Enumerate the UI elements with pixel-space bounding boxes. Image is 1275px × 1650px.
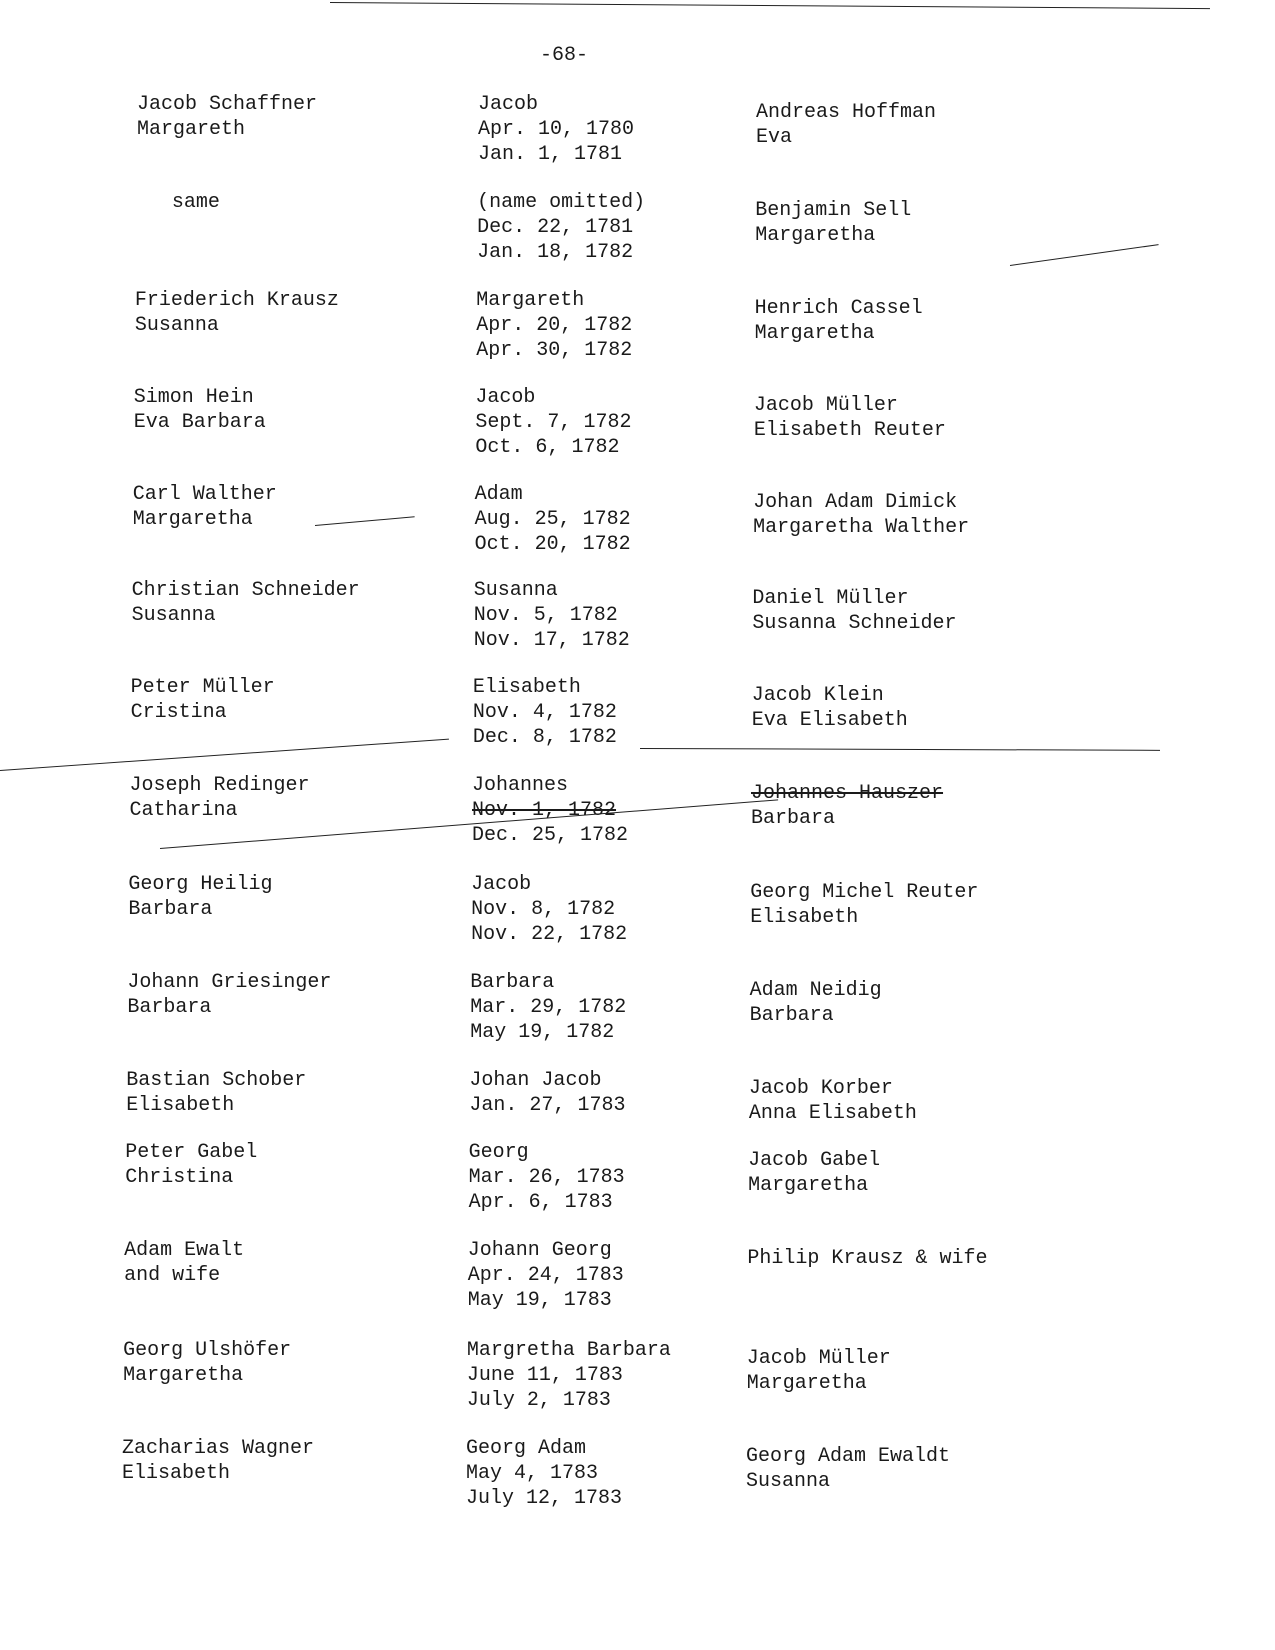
child-line: Jan. 27, 1783 (469, 1094, 626, 1117)
child-line: Nov. 5, 1782 (473, 604, 618, 627)
parents-line: Elisabeth (122, 1462, 231, 1485)
sponsors-line: Andreas Hoffman (756, 101, 937, 124)
sponsors-line: Jacob Gabel (748, 1149, 881, 1172)
child-line: Jan. 1, 1781 (478, 143, 623, 166)
parents-cell (134, 385, 266, 435)
child-line: Nov. 1, 1782 (472, 799, 617, 822)
record-row (0, 92, 1275, 182)
sponsors-cell (756, 100, 936, 150)
child-line: Dec. 25, 1782 (472, 824, 629, 847)
record-row (0, 190, 1275, 280)
record-row (0, 675, 1275, 765)
child-line: Dec. 8, 1782 (472, 726, 617, 749)
sponsors-line: Margaretha (754, 322, 875, 345)
parents-line: and wife (124, 1264, 221, 1287)
sponsors-line: Henrich Cassel (754, 297, 923, 320)
child-cell (471, 872, 627, 947)
top-border-line (330, 2, 1210, 9)
record-row (0, 482, 1275, 572)
child-line: (name omitted) (477, 191, 646, 214)
child-line: Apr. 10, 1780 (478, 118, 635, 141)
child-cell (477, 190, 645, 265)
child-cell (475, 482, 631, 557)
child-line: Oct. 6, 1782 (475, 436, 620, 459)
parents-cell (137, 92, 317, 142)
sponsors-line: Johan Adam Dimick (753, 491, 958, 514)
sponsors-line: Eva (756, 126, 793, 149)
parents-line: Joseph Redinger (129, 774, 310, 797)
parents-line: Elisabeth (126, 1094, 235, 1117)
child-line: Dec. 22, 1781 (477, 216, 634, 239)
sponsors-cell (753, 490, 969, 540)
child-cell (466, 1436, 622, 1511)
sponsors-cell (755, 198, 911, 248)
child-line: Georg Adam (466, 1437, 587, 1460)
parents-line: Susanna (134, 314, 219, 337)
parents-line: Eva Barbara (133, 411, 266, 434)
sponsors-cell (749, 1076, 917, 1126)
sponsors-line: Anna Elisabeth (748, 1102, 917, 1125)
sponsors-cell (747, 1346, 891, 1396)
parents-line: Christian Schneider (131, 579, 360, 602)
parents-cell (128, 872, 272, 922)
sponsors-line: Johannes Hauszer (751, 782, 944, 805)
record-row (0, 872, 1275, 962)
child-cell (473, 675, 617, 750)
sponsors-cell (751, 781, 943, 831)
child-cell (474, 578, 630, 653)
child-line: Sept. 7, 1782 (475, 411, 632, 434)
child-line: Barbara (470, 971, 555, 994)
sponsors-line: Jacob Müller (753, 394, 898, 417)
sponsors-line: Eva Elisabeth (751, 709, 908, 732)
record-row (0, 385, 1275, 475)
child-line: July 12, 1783 (466, 1487, 623, 1510)
record-row (0, 1436, 1275, 1526)
record-row (0, 773, 1275, 863)
sponsors-line: Margaretha (748, 1174, 869, 1197)
parents-line: Simon Hein (133, 386, 254, 409)
sponsors-cell (752, 683, 908, 733)
sponsors-line: Elisabeth (750, 906, 859, 929)
child-cell (469, 1068, 625, 1143)
record-row (0, 288, 1275, 378)
sponsors-cell (746, 1444, 950, 1494)
sponsors-line: Susanna Schneider (752, 612, 957, 635)
child-cell (476, 288, 632, 363)
child-line: Nov. 4, 1782 (472, 701, 617, 724)
parents-cell (122, 1436, 314, 1486)
parents-line (172, 215, 220, 240)
page-number: -68- (540, 44, 589, 67)
parents-line: Catharina (129, 799, 238, 822)
record-row (0, 1140, 1275, 1230)
parents-cell (130, 773, 310, 823)
sponsors-cell (747, 1246, 987, 1296)
sponsors-line: Jacob Klein (751, 684, 884, 707)
child-line: Adam (474, 483, 523, 506)
parents-line: Christina (125, 1166, 234, 1189)
sponsors-cell (750, 880, 978, 930)
parents-cell (125, 1140, 257, 1190)
record-row (0, 578, 1275, 668)
parents-line: Johann Griesinger (127, 971, 332, 994)
child-cell (470, 970, 626, 1045)
parents-line: Susanna (131, 604, 216, 627)
parents-line: same (171, 191, 220, 214)
sponsors-line: Barbara (751, 807, 836, 830)
parents-line: Peter Müller (130, 676, 275, 699)
parents-cell (135, 288, 339, 338)
parents-cell (124, 1238, 244, 1288)
parents-line: Cristina (130, 701, 227, 724)
sponsors-cell (755, 296, 923, 346)
child-line: Johann Georg (467, 1239, 612, 1262)
child-line: Nov. 8, 1782 (471, 898, 616, 921)
child-line: Margareth (476, 289, 585, 312)
parents-cell (133, 482, 277, 532)
child-line: Jacob (471, 873, 532, 896)
parents-cell (127, 970, 331, 1020)
parents-cell (131, 675, 275, 725)
record-row (0, 1338, 1275, 1428)
child-line: Oct. 20, 1782 (474, 533, 631, 556)
parents-line: Zacharias Wagner (122, 1437, 315, 1460)
parents-line: Georg Heilig (128, 873, 273, 896)
parents-cell (123, 1338, 291, 1388)
child-line: Jacob (478, 93, 539, 116)
sponsors-cell (752, 586, 956, 636)
parents-line: Margaretha (132, 508, 253, 531)
child-cell (467, 1338, 671, 1413)
child-line: Jan. 18, 1782 (477, 241, 634, 264)
parents-line: Carl Walther (132, 483, 277, 506)
sponsors-line: Margaretha (755, 224, 876, 247)
child-line: Apr. 20, 1782 (476, 314, 633, 337)
record-row (0, 970, 1275, 1060)
sponsors-cell (754, 393, 946, 443)
child-cell (468, 1238, 624, 1313)
child-line: May 4, 1783 (466, 1462, 599, 1485)
child-line: Apr. 24, 1783 (467, 1264, 624, 1287)
parents-line: Jacob Schaffner (137, 93, 318, 116)
child-cell (472, 773, 628, 848)
sponsors-cell (750, 978, 882, 1028)
child-line: Jacob (475, 386, 536, 409)
parents-cell (172, 190, 220, 240)
record-row (0, 1238, 1275, 1328)
sponsors-line: Jacob Korber (748, 1077, 893, 1100)
sponsors-line: Margaretha (746, 1372, 867, 1395)
sponsors-line: Margaretha Walther (753, 516, 970, 539)
child-line: Johannes (472, 774, 569, 797)
child-line: July 2, 1783 (466, 1389, 611, 1412)
child-line: Mar. 29, 1782 (470, 996, 627, 1019)
parents-line: Barbara (128, 898, 213, 921)
sponsors-line: Georg Michel Reuter (750, 881, 979, 904)
child-line: Georg (468, 1141, 529, 1164)
child-line: Apr. 30, 1782 (476, 339, 633, 362)
parents-line: Friederich Krausz (134, 289, 339, 312)
child-line: Aug. 25, 1782 (474, 508, 631, 531)
sponsors-line (747, 1271, 987, 1296)
parents-line: Georg Ulshöfer (123, 1339, 292, 1362)
sponsors-line: Benjamin Sell (755, 199, 912, 222)
parents-line: Peter Gabel (125, 1141, 258, 1164)
child-line: Nov. 17, 1782 (473, 629, 630, 652)
sponsors-line: Susanna (746, 1470, 831, 1493)
child-cell (475, 385, 631, 460)
child-line: May 19, 1782 (470, 1021, 615, 1044)
parents-line: Adam Ewalt (124, 1239, 245, 1262)
child-line: Nov. 22, 1782 (471, 923, 628, 946)
parents-line: Margaretha (123, 1364, 244, 1387)
sponsors-line: Georg Adam Ewaldt (746, 1445, 951, 1468)
child-line: Elisabeth (472, 676, 581, 699)
child-line: Mar. 26, 1783 (468, 1166, 625, 1189)
sponsors-line: Philip Krausz & wife (747, 1247, 988, 1270)
child-line: May 19, 1783 (467, 1289, 612, 1312)
sponsors-line: Adam Neidig (749, 979, 882, 1002)
parents-line: Bastian Schober (126, 1069, 307, 1092)
sponsors-line: Barbara (749, 1004, 834, 1027)
child-line: Susanna (473, 579, 558, 602)
child-line: June 11, 1783 (466, 1364, 623, 1387)
parents-cell (126, 1068, 306, 1118)
child-line: Apr. 6, 1783 (468, 1191, 613, 1214)
sponsors-line: Elisabeth Reuter (753, 419, 946, 442)
parents-line: Barbara (127, 996, 212, 1019)
parents-line: Margareth (137, 118, 246, 141)
parents-cell (132, 578, 360, 628)
sponsors-line: Jacob Müller (746, 1347, 891, 1370)
child-line: Margretha Barbara (466, 1339, 671, 1362)
child-cell (478, 92, 634, 167)
sponsors-cell (748, 1148, 880, 1198)
child-cell (469, 1140, 625, 1215)
child-line: Johan Jacob (469, 1069, 602, 1092)
sponsors-line: Daniel Müller (752, 587, 909, 610)
